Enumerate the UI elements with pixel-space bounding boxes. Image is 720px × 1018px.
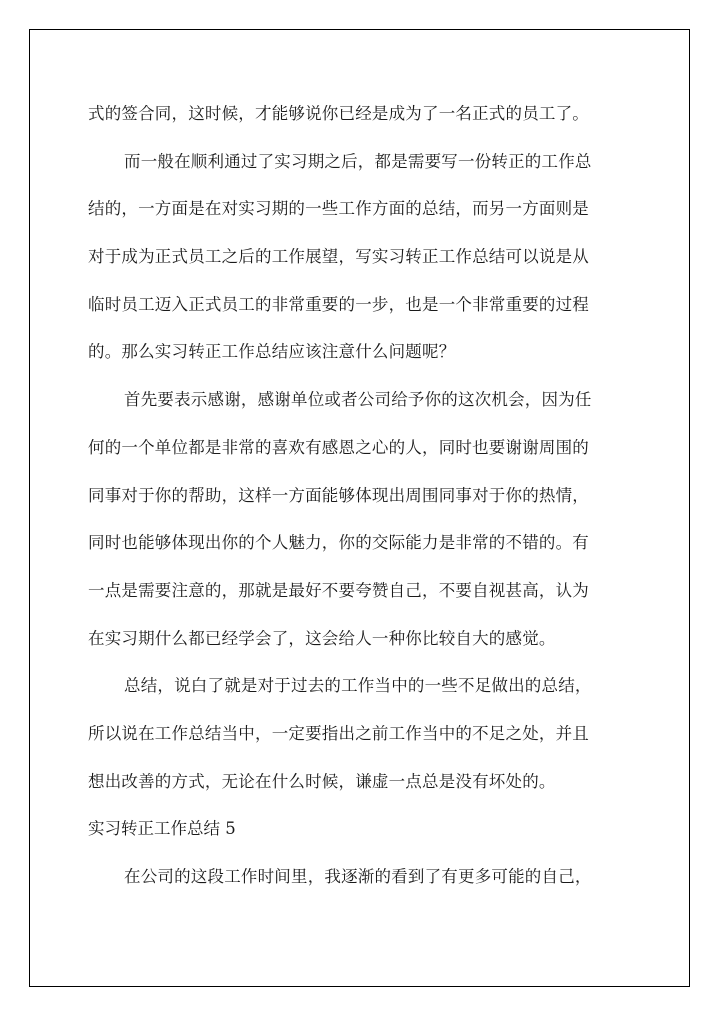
text-line: 式的签合同，这时候，才能够说你已经是成为了一名正式的员工了。 (88, 104, 589, 123)
paragraph-start-line: 总结，说白了就是对于过去的工作当中的一些不足做出的总结， (124, 676, 592, 696)
text-line: 同事对于你的帮助，这样一方面能够体现出周围同事对于你的热情， (88, 485, 589, 505)
text-line: 临时员工迈入正式员工的非常重要的一步，也是一个非常重要的过程 (88, 294, 589, 314)
text-line: 何的一个单位都是非常的喜欢有感恩之心的人，同时也要谢谢周围的 (88, 437, 589, 457)
text-line: 结的，一方面是在对实习期的一些工作方面的总结，而另一方面则是 (88, 199, 589, 219)
text-line: 在实习期什么都已经学会了，这会给人一种你比较自大的感觉。 (88, 628, 556, 648)
text-line: 想出改善的方式，无论在什么时候，谦虚一点总是没有坏处的。 (88, 771, 556, 791)
text-line: 的。那么实习转正工作总结应该注意什么问题呢？ (88, 342, 456, 362)
document-body (88, 90, 636, 901)
text-line: 同时也能够体现出你的个人魅力，你的交际能力是非常的不错的。有 (88, 533, 589, 553)
text-line: 一点是需要注意的，那就是最好不要夸赞自己，不要自视甚高，认为 (88, 580, 589, 600)
paragraph-start-line: 首先要表示感谢，感谢单位或者公司给予你的这次机会，因为任 (124, 390, 592, 410)
text-line: 所以说在工作总结当中，一定要指出之前工作当中的不足之处，并且 (88, 723, 589, 743)
section-heading: 实习转正工作总结 5 (88, 819, 236, 839)
text-line: 对于成为正式员工之后的工作展望，写实习转正工作总结可以说是从 (88, 247, 589, 267)
paragraph-start-line: 在公司的这段工作时间里，我逐渐的看到了有更多可能的自己， (124, 867, 592, 886)
paragraph-start-line: 而一般在顺利通过了实习期之后，都是需要写一份转正的工作总 (124, 151, 592, 171)
